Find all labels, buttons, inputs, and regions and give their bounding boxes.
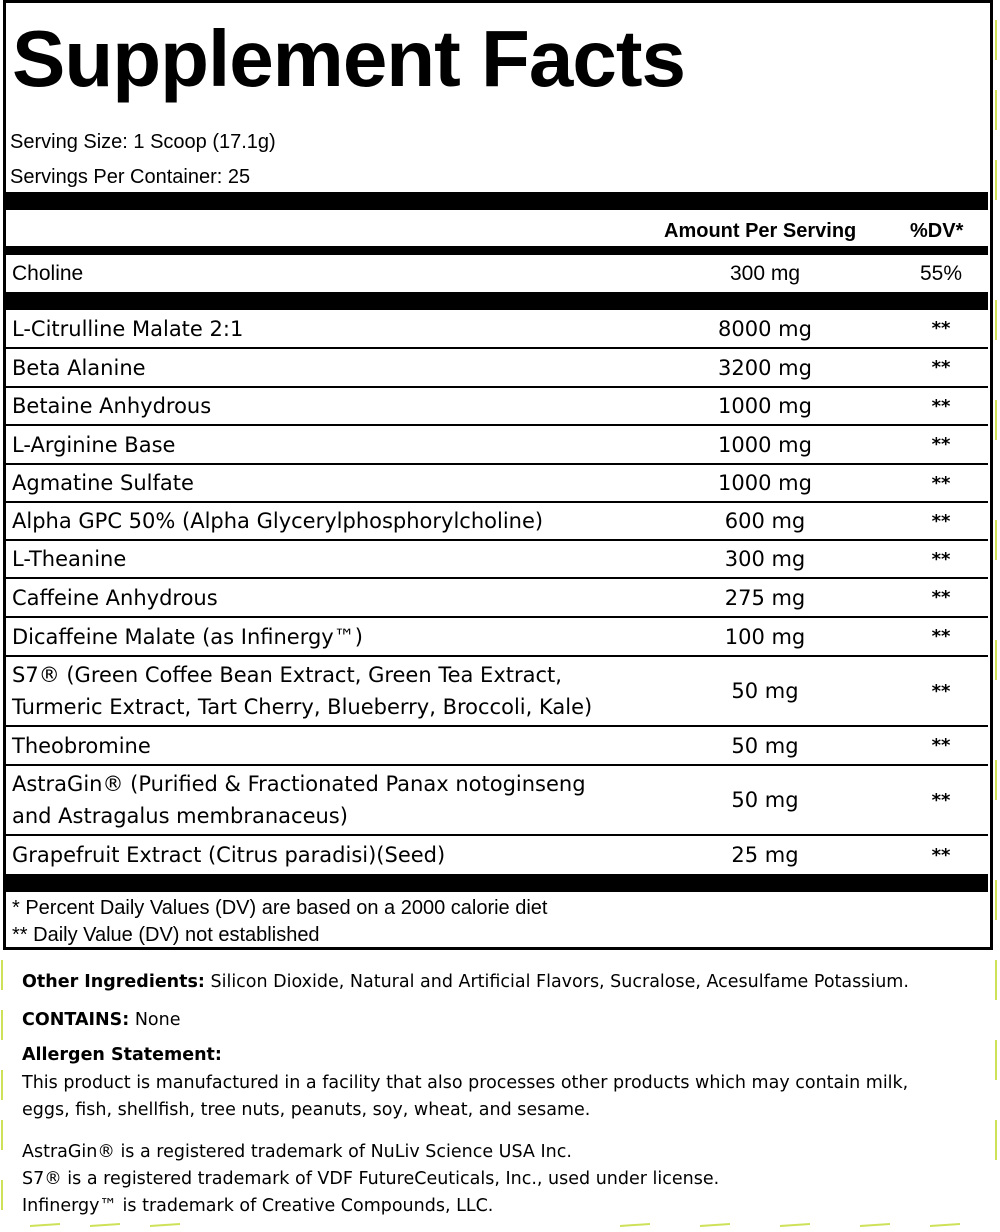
- ingredient-dv: **: [931, 735, 951, 756]
- ingredient-dv: 55%: [919, 262, 963, 285]
- ingredient-name: Choline: [12, 262, 84, 285]
- ingredient-dv: **: [931, 510, 951, 532]
- ingredient-dv: **: [931, 789, 951, 811]
- amount-per-serving-header: Amount Per Serving: [664, 220, 857, 242]
- ingredient-name: L-Theanine: [12, 547, 127, 571]
- serving-size: Serving Size: 1 Scoop (17.1g): [10, 131, 276, 153]
- table-row: [6, 310, 988, 349]
- ingredient-name-line2: Turmeric Extract, Tart Cherry, Blueberry, Broccoli, Kale): [12, 695, 593, 719]
- footnote-not-established: ** Daily Value (DV) not established: [12, 924, 320, 946]
- ingredient-dv: **: [931, 626, 951, 647]
- thick-divider: [6, 192, 988, 210]
- ingredient-name-line2: and Astragalus membranaceus): [12, 804, 348, 828]
- other-ingredients-label: Other Ingredients:: [22, 972, 205, 992]
- table-row: [6, 657, 988, 727]
- ingredient-amount: 100 mg: [724, 624, 806, 649]
- table-row: [6, 503, 988, 541]
- dv-header: %DV*: [910, 220, 964, 242]
- allergen-label: Allergen Statement:: [22, 1045, 222, 1065]
- ingredient-dv: **: [931, 318, 951, 339]
- ingredient-name: Agmatine Sulfate: [12, 471, 194, 495]
- ingredient-amount: 600 mg: [724, 509, 806, 533]
- ingredient-name: Beta Alanine: [12, 355, 146, 380]
- ingredient-amount: 275 mg: [724, 585, 806, 610]
- ingredient-dv: **: [931, 680, 951, 702]
- ingredient-name: L-Citrulline Malate 2:1: [12, 316, 244, 341]
- table-row: [6, 618, 988, 657]
- table-row: [6, 579, 988, 618]
- ingredient-name: Alpha GPC 50% (Alpha Glycerylphosphorylcholine): [12, 509, 544, 533]
- ingredient-amount: 50 mg: [731, 679, 799, 703]
- table-row: [6, 727, 988, 766]
- ingredient-name: Betaine Anhydrous: [12, 394, 212, 418]
- ingredient-dv: **: [931, 395, 951, 417]
- ingredient-amount: 50 mg: [731, 733, 799, 758]
- allergen-text-line: This product is manufactured in a facility that also processes other products which may contain milk,: [22, 1073, 909, 1093]
- table-row: [6, 836, 988, 874]
- ingredient-dv: **: [931, 587, 951, 608]
- trademark-line: Infinergy™ is trademark of Creative Compounds, LLC.: [22, 1196, 494, 1216]
- ingredient-name: L-Arginine Base: [12, 432, 176, 457]
- ingredient-amount: 300 mg: [729, 262, 801, 285]
- trademark-line: S7® is a registered trademark of VDF FutureCeuticals, Inc., used under license.: [22, 1169, 720, 1189]
- ingredient-amount: 8000 mg: [718, 316, 812, 341]
- allergen-text-line: eggs, fish, shellfish, tree nuts, peanuts, soy, wheat, and sesame.: [22, 1100, 591, 1120]
- ingredient-dv: **: [931, 548, 951, 570]
- other-ingredients: [22, 968, 909, 996]
- table-row: [6, 766, 988, 836]
- ingredient-amount: 3200 mg: [718, 355, 812, 380]
- thick-divider: [6, 874, 988, 892]
- ingredient-dv: **: [931, 844, 951, 866]
- ingredient-name: Grapefruit Extract (Citrus paradisi)(Seed): [12, 843, 446, 867]
- ingredient-dv: **: [931, 357, 951, 378]
- ingredient-name: Theobromine: [12, 733, 151, 758]
- ingredient-dv: **: [931, 472, 951, 494]
- ingredient-amount: 25 mg: [731, 843, 799, 867]
- ingredient-amount: 1000 mg: [718, 432, 812, 457]
- ingredient-amount: 1000 mg: [718, 471, 812, 495]
- ingredient-amount: 1000 mg: [718, 394, 812, 418]
- table-row: [6, 388, 988, 426]
- table-row: [6, 465, 988, 503]
- ingredient-amount: 50 mg: [731, 788, 799, 812]
- contains-label: CONTAINS:: [22, 1010, 130, 1030]
- ingredient-dv: **: [931, 434, 951, 455]
- medium-divider: [6, 246, 988, 255]
- ingredient-name: [12, 766, 586, 834]
- table-row: [6, 541, 988, 579]
- footnote-dv: * Percent Daily Values (DV) are based on a 2000 calorie diet: [12, 897, 548, 919]
- ingredient-amount: 300 mg: [724, 547, 806, 571]
- trademark-line: AstraGin® is a registered trademark of NuLiv Science USA Inc.: [22, 1142, 572, 1162]
- table-row: [6, 426, 988, 465]
- contains-text: None: [129, 1010, 181, 1030]
- contains-statement: [22, 1006, 180, 1034]
- ingredient-name-line1: S7® (Green Coffee Bean Extract, Green Tea Extract,: [12, 663, 562, 687]
- other-ingredients-text: Silicon Dioxide, Natural and Artificial Flavors, Sucralose, Acesulfame Potassium.: [204, 972, 909, 992]
- thick-divider: [6, 292, 988, 310]
- choline-row: [6, 256, 988, 292]
- table-row: [6, 349, 988, 388]
- servings-per-container: Servings Per Container: 25: [10, 166, 251, 188]
- ingredient-name: Caffeine Anhydrous: [12, 585, 218, 610]
- ingredient-name: Dicaffeine Malate (as Infinergy™): [12, 624, 363, 649]
- panel-title: Supplement Facts: [12, 14, 686, 103]
- ingredient-name-line1: AstraGin® (Purified & Fractionated Panax notoginseng: [12, 772, 586, 796]
- ingredient-name: [12, 657, 592, 725]
